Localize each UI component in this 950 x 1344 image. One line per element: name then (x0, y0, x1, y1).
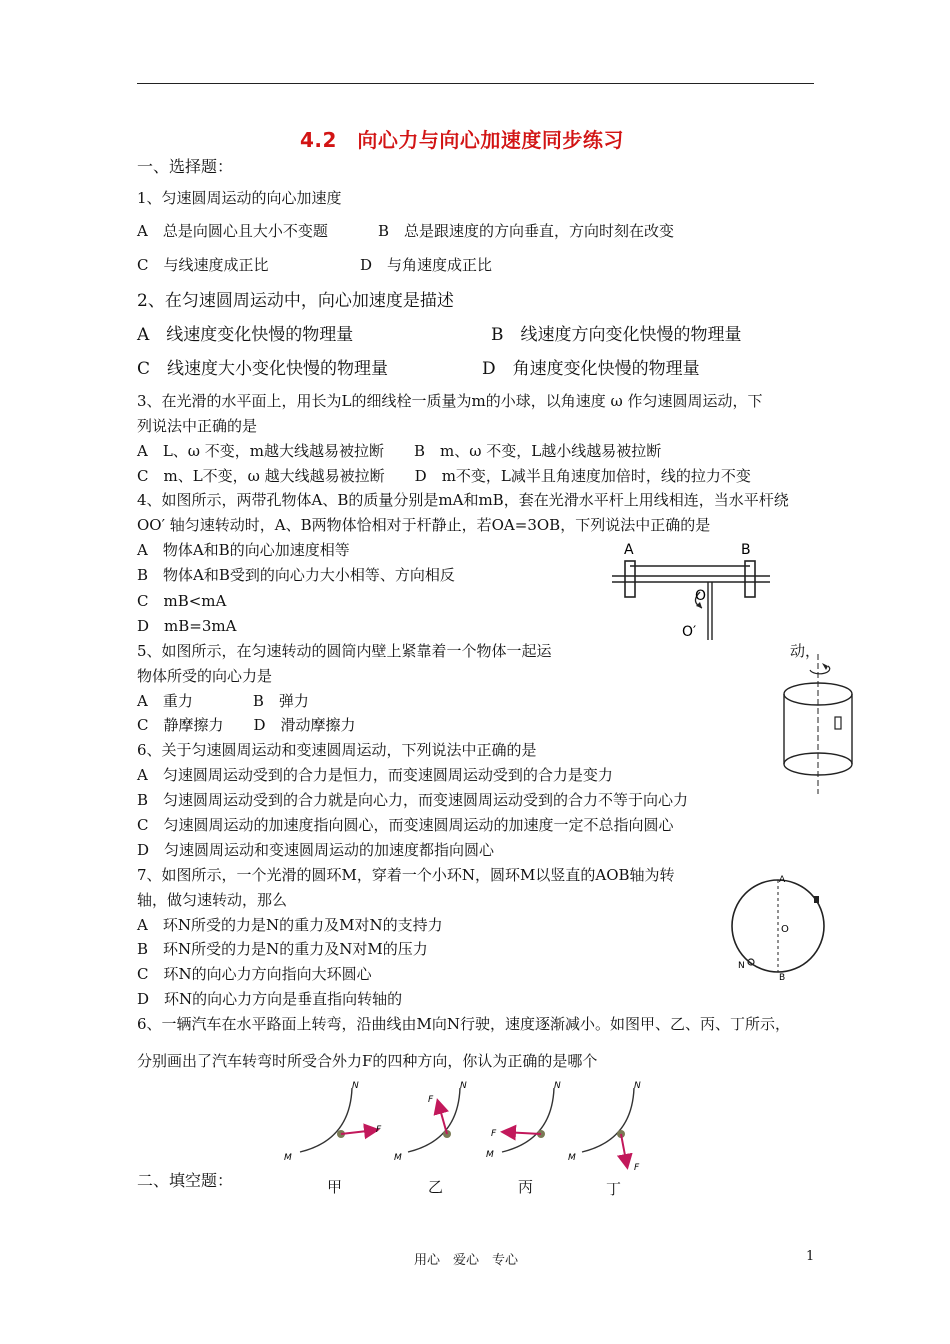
footer-slogan: 用心 爱心 专心 (414, 1253, 519, 1268)
q8-yi-label-m: M (394, 1153, 402, 1163)
q8-bing-label-n: N (554, 1081, 561, 1091)
q4-option-a: A 物体A和B的向心加速度相等 (137, 541, 350, 559)
q8-caption-yi: 乙 (428, 1178, 444, 1196)
q8-jia-label-m: M (284, 1153, 292, 1163)
q4-option-b: B 物体A和B受到的向心力大小相等、方向相反 (137, 566, 455, 584)
q6-option-a: A 匀速圆周运动受到的合力是恒力，而变速圆周运动受到的合力是变力 (137, 766, 613, 784)
q5-cylinder-figure (776, 654, 860, 794)
q4-fig-label-o-prime: O′ (682, 624, 697, 640)
q7-option-c: C 环N的向心力方向指向大环圆心 (137, 965, 372, 983)
q6-option-b: B 匀速圆周运动受到的合力就是向心力，而变速圆周运动受到的合力不等于向心力 (137, 791, 689, 809)
q2-option-a: A 线速度变化快慢的物理量 (137, 325, 354, 345)
q1-option-c: C 与线速度成正比 (137, 256, 269, 274)
q1-option-d: D 与角速度成正比 (360, 256, 493, 274)
q7-option-b: B 环N所受的力是N的重力及N对M的压力 (137, 940, 428, 958)
q7-fig-label-o: O (781, 924, 789, 935)
q2-stem: 2、在匀速圆周运动中，向心加速度是描述 (137, 291, 454, 311)
q5-stem-line1-end: 动， (790, 642, 821, 660)
q8-stem-line1: 6、一辆汽车在水平路面上转弯，沿曲线由M向N行驶，速度逐渐减小。如图甲、乙、丙、丁所示， (137, 1015, 791, 1033)
q5-stem-line2: 物体所受的向心力是 (137, 667, 273, 685)
q3-stem-line1: 3、在光滑的水平面上，用长为L的细线栓一质量为m的小球，以角速度 ω 作匀速圆周运动，下 (137, 392, 763, 410)
q5-options-cd: C 静摩擦力 D 滑动摩擦力 (137, 716, 356, 734)
header-rule (137, 83, 814, 84)
q4-stem-line2: OO′ 轴匀速转动时，A、B两物体恰相对于杆静止，若OA=3OB，下列说法中正确的是 (137, 516, 711, 534)
q3-options-ab: A L、ω 不变，m越大线越易被拉断 B m、ω 不变，L越小线越易被拉断 (137, 442, 662, 460)
q2-option-b: B 线速度方向变化快慢的物理量 (491, 325, 742, 345)
q2-option-c: C 线速度大小变化快慢的物理量 (137, 359, 389, 379)
q3-options-cd: C m、L不变，ω 越大线越易被拉断 D m不变，L减半且角速度加倍时，线的拉力不变 (137, 467, 751, 485)
q1-option-b: B 总是跟速度的方向垂直，方向时刻在改变 (378, 222, 675, 240)
q1-stem: 1、匀速圆周运动的向心加速度 (137, 189, 342, 207)
q4-fig-label-o: O (695, 588, 707, 604)
q1-option-a: A 总是向圆心且大小不变题 (137, 222, 328, 240)
q8-yi-label-f: F (428, 1095, 434, 1105)
q4-fig-label-b: B (741, 542, 751, 558)
q5-stem-line1: 5、如图所示，在匀速转动的圆筒内壁上紧靠着一个物体一起运 (137, 642, 552, 660)
section-fill-heading: 二、填空题： (137, 1171, 234, 1190)
q7-stem-line1: 7、如图所示，一个光滑的圆环M，穿着一个小环N，圆环M以竖直的AOB轴为转 (137, 866, 675, 884)
q7-fig-label-a: A (779, 875, 786, 885)
q7-ring-figure (728, 870, 828, 982)
q6-stem: 6、关于匀速圆周运动和变速圆周运动，下列说法中正确的是 (137, 741, 537, 759)
q7-fig-label-n: N (738, 961, 745, 971)
q4-rod-figure (610, 540, 775, 640)
q8-ding-label-m: M (568, 1153, 576, 1163)
q6-option-d: D 匀速圆周运动和变速圆周运动的加速度都指向圆心 (137, 841, 495, 859)
page-title: 4.2 向心力与向心加速度同步练习 (300, 128, 624, 152)
q6-option-c: C 匀速圆周运动的加速度指向圆心，而变速圆周运动的加速度一定不总指向圆心 (137, 816, 674, 834)
q8-caption-bing: 丙 (518, 1178, 534, 1196)
q4-option-c: C mB<mA (137, 592, 227, 610)
section-choice-heading: 一、选择题： (137, 157, 234, 176)
q8-bing-label-m: M (486, 1150, 494, 1160)
q4-stem-line1: 4、如图所示，两带孔物体A、B的质量分别是mA和mB，套在光滑水平杆上用线相连，当水平杆绕 (137, 491, 789, 509)
q3-stem-line2: 列说法中正确的是 (137, 417, 258, 435)
q8-caption-jia: 甲 (327, 1178, 343, 1196)
q8-jia-label-f: F (376, 1125, 382, 1135)
q8-caption-ding: 丁 (606, 1180, 622, 1198)
q4-option-d: D mB=3mA (137, 617, 237, 635)
q8-yi-label-n: N (460, 1081, 467, 1091)
q4-fig-label-a: A (624, 542, 634, 558)
q2-option-d: D 角速度变化快慢的物理量 (482, 359, 700, 379)
q5-options-ab: A 重力 B 弹力 (137, 692, 309, 710)
q8-bing-label-f: F (491, 1129, 497, 1139)
q7-option-d: D 环N的向心力方向是垂直指向转轴的 (137, 990, 403, 1008)
q7-option-a: A 环N所受的力是N的重力及M对N的支持力 (137, 916, 443, 934)
q7-stem-line2: 轴，做匀速转动，那么 (137, 891, 288, 909)
page-number: 1 (806, 1249, 815, 1264)
q8-jia-label-n: N (352, 1081, 359, 1091)
q8-ding-label-n: N (634, 1081, 641, 1091)
q8-ding-label-f: F (634, 1163, 640, 1173)
q8-stem-line2: 分别画出了汽车转弯时所受合外力F的四种方向，你认为正确的是哪个 (137, 1052, 598, 1070)
q7-fig-label-b: B (779, 973, 786, 982)
